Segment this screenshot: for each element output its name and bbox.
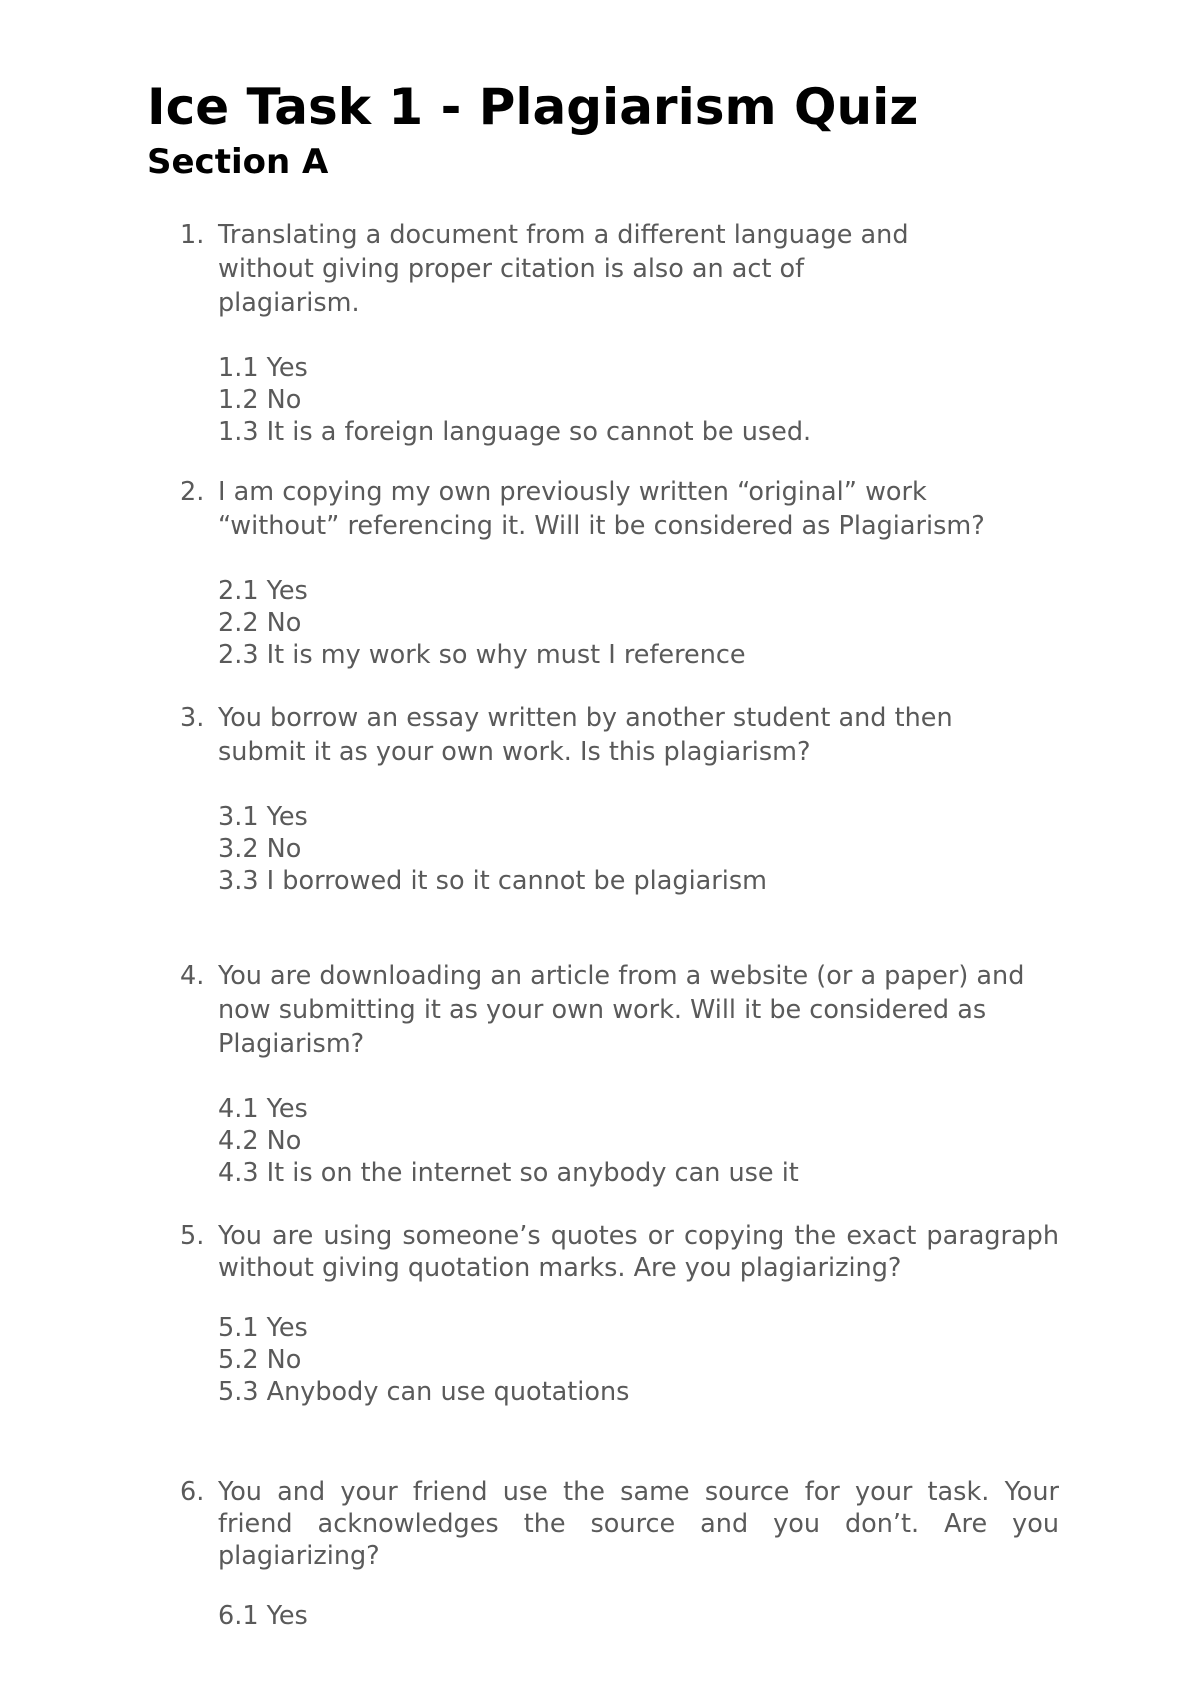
question-number: 6.: [180, 1477, 205, 1507]
answer-option[interactable]: 5.2 No: [218, 1345, 302, 1375]
question-text: You borrow an essay written by another student and then submit it as your own work. Is this plagiarism?: [218, 703, 953, 767]
answer-options: [218, 575, 1060, 671]
answer-option[interactable]: 6.1 Yes: [218, 1601, 308, 1631]
answer-options: [218, 1093, 1060, 1189]
question-text: I am copying my own previously written “original” work “without” referencing it. Will it be considered as Plagiarism?: [218, 477, 985, 541]
answer-options: [218, 801, 1020, 897]
answer-options: [218, 1600, 1059, 1632]
question-text: You and your friend use the same source for your task. Your friend acknowledges the source and you don’t. Are you plagiarizing?: [218, 1477, 1059, 1571]
answer-option[interactable]: 2.1 Yes: [218, 576, 308, 606]
answer-option[interactable]: 4.3 It is on the internet so anybody can use it: [218, 1158, 799, 1188]
section-heading: Section A: [147, 142, 329, 182]
answer-option[interactable]: 1.3 It is a foreign language so cannot be used.: [218, 417, 812, 447]
answer-option[interactable]: 1.2 No: [218, 385, 302, 415]
question-number: 4.: [180, 961, 205, 991]
answer-option[interactable]: 2.2 No: [218, 608, 302, 638]
question-number: 5.: [180, 1221, 205, 1251]
question-text: Translating a document from a different language and without giving proper citation is also an act of plagiarism.: [218, 220, 909, 318]
answer-option[interactable]: 1.1 Yes: [218, 353, 308, 383]
question-2: [180, 475, 1060, 697]
question-3: [180, 701, 1020, 923]
answer-option[interactable]: 4.2 No: [218, 1126, 302, 1156]
answer-option[interactable]: 3.2 No: [218, 834, 302, 864]
question-1: [180, 218, 940, 474]
question-text: You are using someone’s quotes or copying the exact paragraph without giving quotation marks. Are you plagiarizing?: [218, 1221, 1059, 1283]
question-number: 1.: [180, 220, 205, 250]
answer-option[interactable]: 5.3 Anybody can use quotations: [218, 1377, 630, 1407]
page-title: Ice Task 1 - Plagiarism Quiz: [147, 78, 919, 136]
question-4: [180, 959, 1060, 1215]
answer-option[interactable]: 2.3 It is my work so why must I reference: [218, 640, 746, 670]
answer-options: [218, 1312, 1059, 1408]
question-number: 2.: [180, 477, 205, 507]
answer-option[interactable]: 4.1 Yes: [218, 1094, 308, 1124]
question-6: [180, 1476, 1059, 1658]
question-number: 3.: [180, 703, 205, 733]
answer-option[interactable]: 3.1 Yes: [218, 802, 308, 832]
question-5: [180, 1220, 1059, 1434]
answer-option[interactable]: 3.3 I borrowed it so it cannot be plagiarism: [218, 866, 767, 896]
answer-options: [218, 352, 940, 448]
answer-option[interactable]: 5.1 Yes: [218, 1313, 308, 1343]
question-text: You are downloading an article from a website (or a paper) and now submitting it as your own work. Will it be considered as Plagiarism?: [218, 961, 1025, 1059]
